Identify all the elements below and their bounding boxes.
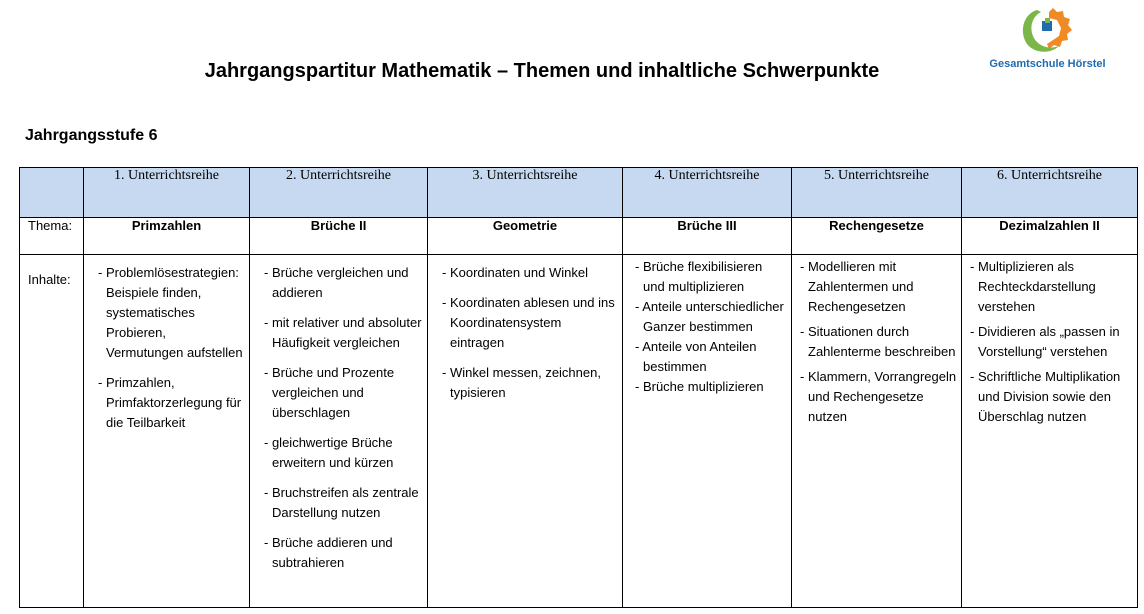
content-list [964,257,1137,427]
content-list [92,263,249,433]
page-title: Jahrgangspartitur Mathematik – Themen und inhaltliche Schwerpunkte [204,60,880,82]
list-item: - gleichwertige Brüche erweitern und kürzen [258,433,423,473]
corner-cell [20,168,84,218]
logo-text: Gesamtschule Hörstel [989,58,1106,70]
topic-cell: Brüche II [250,218,428,255]
inhalte-row [20,255,1138,608]
list-item: - mit relativer und absoluter Häufigkeit vergleichen [258,313,423,353]
list-item: - Bruchstreifen als zentrale Darstellung nutzen [258,483,423,523]
content-cell [623,255,792,608]
grade-level-heading: Jahrgangsstufe 6 [25,127,158,144]
list-item: - Winkel messen, zeichnen, typisieren [436,363,618,403]
list-item: - Brüche addieren und subtrahieren [258,533,423,573]
content-list [436,263,622,403]
topic-cell: Primzahlen [84,218,250,255]
list-item: - Dividieren als „passen in Vorstellung“ verstehen [964,322,1133,362]
list-item: - Brüche flexibilisieren und multiplizieren [629,257,787,297]
list-item: - Modellieren mit Zahlentermen und Rechengesetzen [794,257,957,317]
topic-cell: Rechengesetze [792,218,962,255]
curriculum-table [19,167,1138,608]
list-item: - Brüche und Prozente vergleichen und überschlagen [258,363,423,423]
column-header: 2. Unterrichtsreihe [250,168,428,218]
thema-label: Thema: [20,218,84,255]
school-logo-mark [1015,6,1079,58]
content-list [794,257,961,427]
list-item: - Koordinaten und Winkel [436,263,618,283]
column-header: 5. Unterrichtsreihe [792,168,962,218]
inhalte-label: Inhalte: [20,255,84,608]
content-cell [84,255,250,608]
content-list [629,257,791,397]
topic-cell: Geometrie [428,218,623,255]
topic-cell: Dezimalzahlen II [962,218,1138,255]
content-cell [250,255,428,608]
column-header: 1. Unterrichtsreihe [84,168,250,218]
list-item: - Brüche multiplizieren [629,377,787,397]
content-cell [428,255,623,608]
column-header: 3. Unterrichtsreihe [428,168,623,218]
list-item: - Klammern, Vorrangregeln und Rechengesetze nutzen [794,367,957,427]
header-row [20,168,1138,218]
list-item: - Koordinaten ablesen und ins Koordinatensystem eintragen [436,293,618,353]
content-list [258,263,427,573]
list-item: - Primzahlen, Primfaktorzerlegung für die Teilbarkeit [92,373,245,433]
list-item: - Situationen durch Zahlenterme beschreiben [794,322,957,362]
list-item: - Brüche vergleichen und addieren [258,263,423,303]
topic-cell: Brüche III [623,218,792,255]
content-cell [962,255,1138,608]
list-item: - Problemlösestrategien: Beispiele finden, systematisches Probieren, Vermutungen aufstellen [92,263,245,363]
column-header: 6. Unterrichtsreihe [962,168,1138,218]
list-item: - Anteile von Anteilen bestimmen [629,337,787,377]
list-item: - Schriftliche Multiplikation und Division sowie den Überschlag nutzen [964,367,1133,427]
column-header: 4. Unterrichtsreihe [623,168,792,218]
content-cell [792,255,962,608]
list-item: - Anteile unterschiedlicher Ganzer bestimmen [629,297,787,337]
thema-row [20,218,1138,255]
list-item: - Multiplizieren als Rechteckdarstellung verstehen [964,257,1133,317]
